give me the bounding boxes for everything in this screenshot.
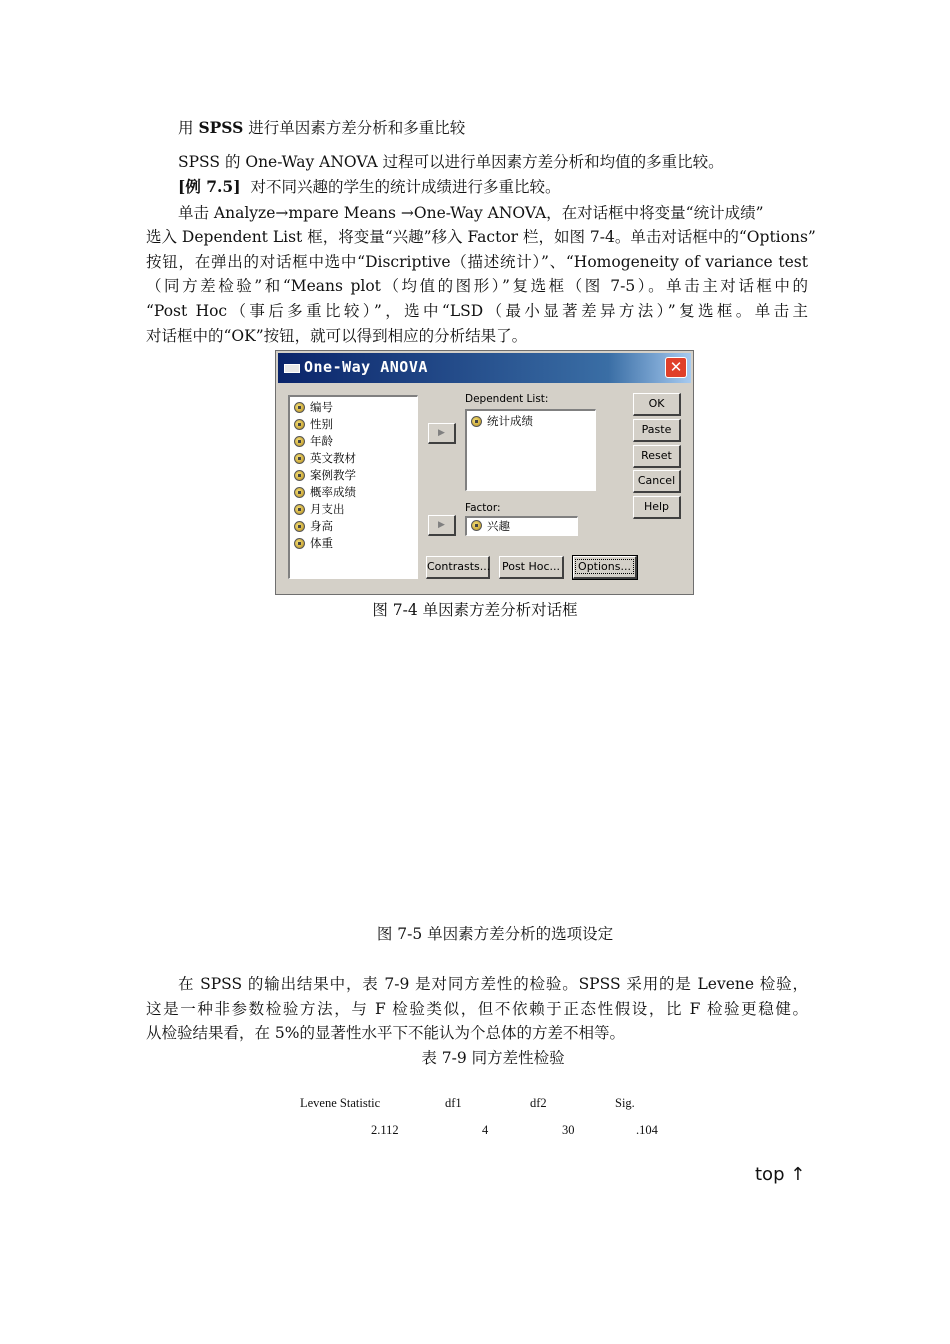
dependent-list[interactable] (465, 409, 596, 491)
scale-variable-icon (471, 520, 482, 531)
move-to-factor-button[interactable]: ▶ (428, 515, 456, 536)
example-line (178, 175, 808, 199)
window-icon (284, 364, 300, 373)
back-to-top-link[interactable]: top ↑ (755, 1164, 806, 1185)
instruction-line-6: 对话框中的“OK”按钮，就可以得到相应的分析结果了。 (146, 327, 528, 345)
table-header: df2 (530, 1096, 547, 1110)
factor-item-label: 兴趣 (487, 519, 510, 533)
heading-prefix: 用 (178, 119, 199, 137)
cancel-button[interactable]: Cancel (633, 470, 681, 493)
contrasts-button[interactable]: Contrasts... (426, 556, 490, 579)
variable-item[interactable] (290, 501, 417, 518)
table-cell: 2.112 (371, 1123, 399, 1137)
table-header: Levene Statistic (300, 1096, 381, 1110)
post-hoc-button[interactable]: Post Hoc... (499, 556, 564, 579)
variable-item[interactable] (290, 467, 417, 484)
options-button[interactable] (573, 556, 637, 579)
figure-7-5-caption: 图 7-5 单因素方差分析的选项设定 (376, 925, 614, 943)
factor-item[interactable] (467, 518, 577, 534)
example-text: 对不同兴趣的学生的统计成绩进行多重比较。 (250, 178, 561, 196)
factor-field[interactable] (465, 516, 578, 536)
table-header: df1 (445, 1096, 462, 1110)
instruction-line-5: “Post Hoc（事后多重比较）”，选中“LSD（最小显著差异方法）”复选框。单击主 (146, 302, 808, 320)
instruction-line-1: 单击 Analyze→mpare Means →One-Way ANOVA，在对话框中将变量“统计成绩” (178, 204, 764, 222)
factor-label: Factor: (465, 502, 501, 514)
results-line-1: 在 SPSS 的输出结果中，表 7-9 是对同方差性的检验。SPSS 采用的是 Levene 检验， (178, 975, 808, 993)
heading-rest: 进行单因素方差分析和多重比较 (243, 119, 466, 137)
scale-variable-icon (294, 504, 305, 515)
options-button-label: Options... (575, 559, 634, 574)
move-to-dependent-button[interactable]: ▶ (428, 423, 456, 444)
results-line-3: 从检验结果看，在 5%的显著性水平下不能认为个总体的方差不相等。 (146, 1024, 626, 1042)
reset-button[interactable]: Reset (633, 445, 681, 468)
scale-variable-icon (294, 521, 305, 532)
instruction-line-2: 选入 Dependent List 框，将变量“兴趣”移入 Factor 栏，如图 7-4。单击对话框中的“Options” (146, 228, 816, 246)
variable-label: 性别 (310, 417, 333, 431)
variable-label: 概率成绩 (310, 485, 356, 499)
scale-variable-icon (294, 436, 305, 447)
variable-label: 身高 (310, 519, 333, 533)
scale-variable-icon (294, 419, 305, 430)
heading (178, 116, 808, 140)
one-way-anova-dialog (275, 350, 694, 595)
variable-label: 年龄 (310, 434, 333, 448)
variable-item[interactable] (290, 484, 417, 501)
variable-item[interactable] (290, 535, 417, 552)
table-cell: 4 (482, 1123, 489, 1137)
scale-variable-icon (294, 487, 305, 498)
close-button[interactable]: ✕ (665, 357, 687, 378)
variable-item[interactable] (290, 399, 417, 416)
intro-text: SPSS 的 One-Way ANOVA 过程可以进行单因素方差分析和均值的多重比较。 (178, 153, 724, 171)
variable-item[interactable] (290, 433, 417, 450)
dependent-list-label: Dependent List: (465, 393, 549, 405)
variable-item[interactable] (290, 518, 417, 535)
scale-variable-icon (294, 538, 305, 549)
variable-label: 月支出 (310, 502, 345, 516)
ok-button[interactable]: OK (633, 393, 681, 416)
figure-7-4-caption: 图 7-4 单因素方差分析对话框 (372, 601, 578, 619)
variable-label: 英文教材 (310, 451, 356, 465)
example-tag: [例 7.5] (178, 177, 241, 196)
dependent-item[interactable] (467, 413, 595, 430)
variable-item[interactable] (290, 416, 417, 433)
table-cell: 30 (562, 1123, 575, 1137)
scale-variable-icon (294, 470, 305, 481)
dialog-title: One-Way ANOVA (304, 358, 428, 376)
help-button[interactable]: Help (633, 496, 681, 519)
results-line-2: 这是一种非参数检验方法，与 F 检验类似，但不依赖于正态性假设，比 F 检验更稳健。 (146, 1000, 808, 1018)
variable-item[interactable] (290, 450, 417, 467)
dependent-item-label: 统计成绩 (487, 414, 533, 428)
table-header: Sig. (615, 1096, 635, 1110)
scale-variable-icon (294, 453, 305, 464)
instruction-line-3: 按钮，在弹出的对话框中选中“Discriptive（描述统计）”、“Homogeneity of variance test (146, 253, 808, 271)
paste-button[interactable]: Paste (633, 419, 681, 442)
table-cell: .104 (636, 1123, 658, 1137)
scale-variable-icon (294, 402, 305, 413)
table-7-9-caption: 表 7-9 同方差性检验 (421, 1049, 565, 1067)
scale-variable-icon (471, 416, 482, 427)
instruction-line-4: （同方差检验”和“Means plot（均值的图形）”复选框（图 7-5）。单击主对话框中的 (146, 277, 808, 295)
heading-bold: SPSS (198, 118, 244, 137)
dialog-titlebar[interactable] (278, 353, 691, 383)
variable-label: 体重 (310, 536, 333, 550)
variable-label: 案例教学 (310, 468, 356, 482)
variable-list[interactable] (288, 395, 418, 579)
variable-label: 编号 (310, 400, 333, 414)
